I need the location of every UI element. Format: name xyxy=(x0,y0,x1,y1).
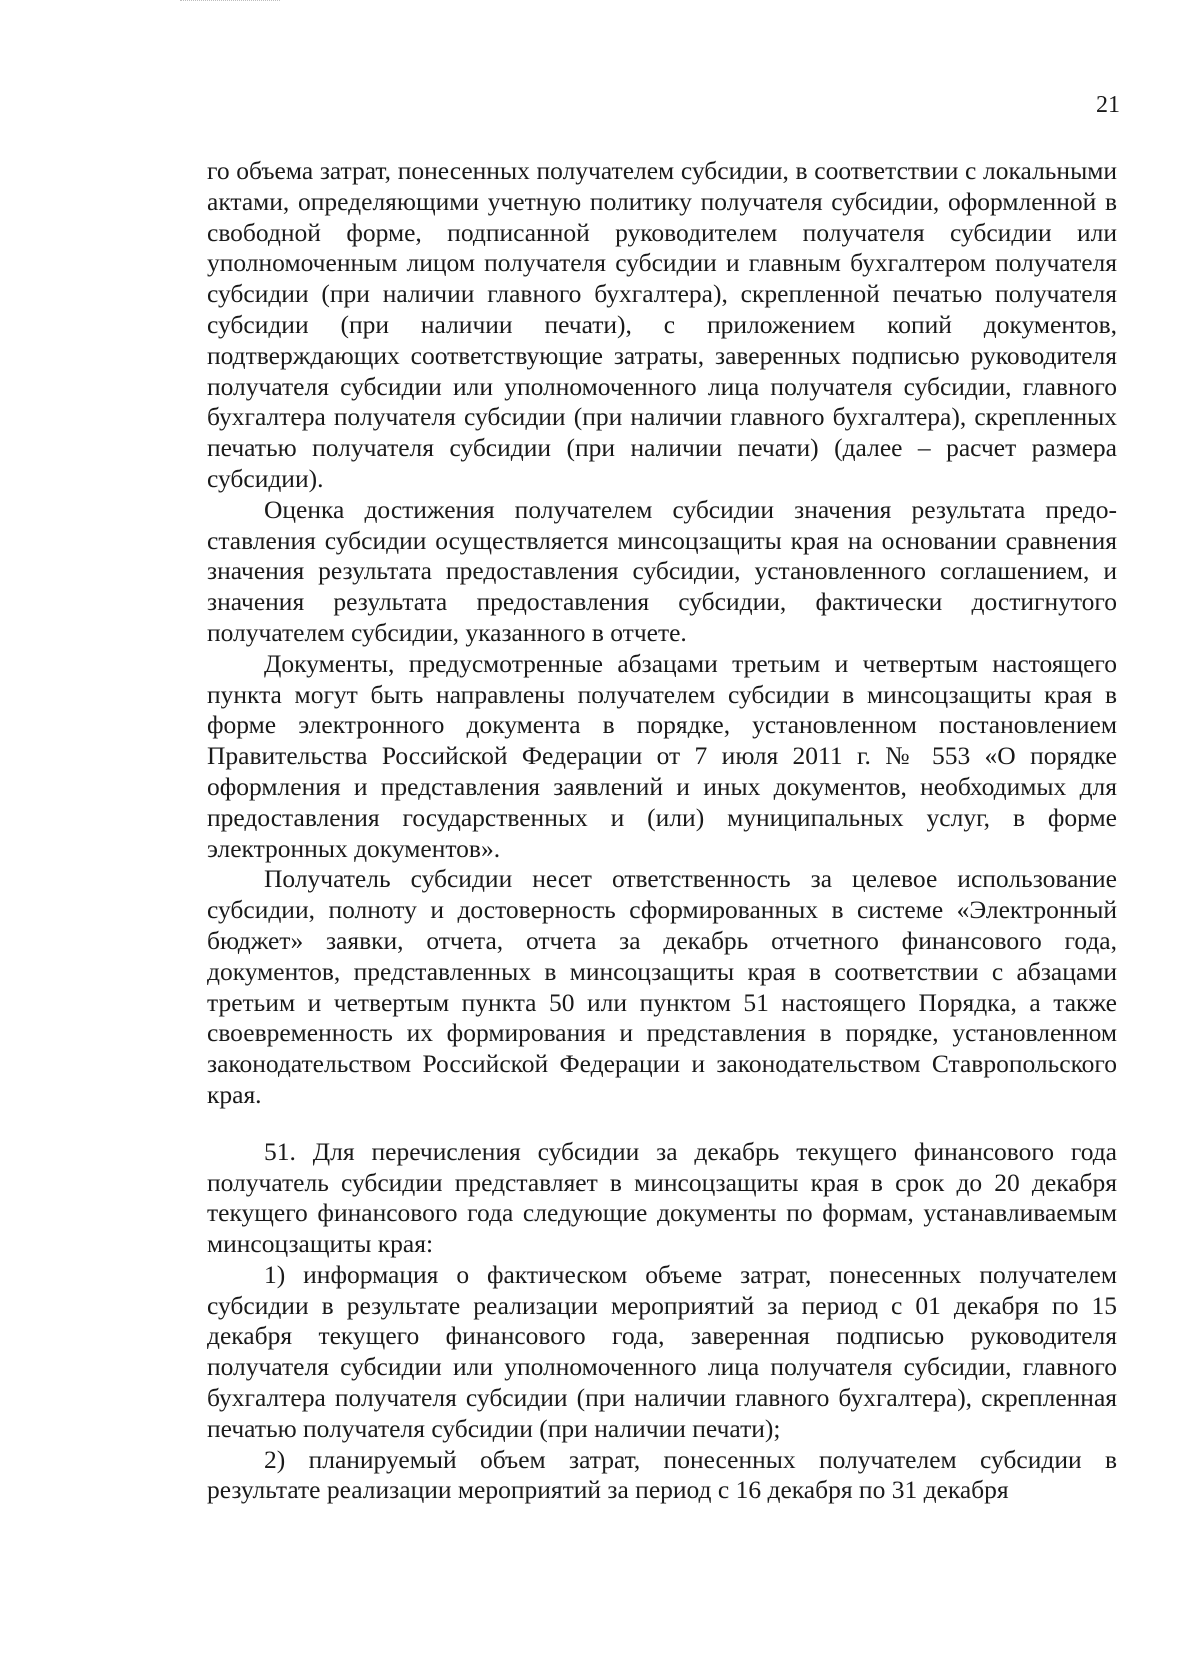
paragraph-clause-51: 51. Для перечисления субсидии за декабрь текущего финансового года получатель субсидии представляет в минсоцзащиты края в срок до 20 декабря текущего финансового года следующие документы по формам, устанавливаемым минсоцзащиты края: xyxy=(207,1136,1117,1259)
page-number: 21 xyxy=(1096,92,1120,118)
paragraph-electronic-documents: Документы, предусмотренные абзацами третьим и четвертым настоящего пункта могут быть направлены получателем субсидии в минсоцзащиты края в форме электронного документа в порядке, установленном постановлением Правительства Российской Федерации от 7 июля 2011 г. № 553 «О порядке оформления и представления заявлений и иных документов, необходимых для предоставления государственных и (или) муниципальных услуг, в форме электронных документов». xyxy=(207,648,1117,863)
paragraph-continuation: го объема затрат, понесенных получателем субсидии, в соответствии с локальными актами, определяющими учетную политику получателя субсидии, оформленной в свободной форме, подписанной руководителем получателя субсидии или уполномоченным лицом получателя субсидии и главным бухгалтером получателя субсидии (при наличии главного бухгалтера), скрепленной печатью получателя субсидии (при наличии печати), с приложением копий документов, подтверждающих соответствующие затраты, заверенных подписью руководителя получателя субсидии или уполномоченного лица получателя субсидии, главного бухгалтера получателя субсидии (при наличии главного бухгалтера), скрепленных печатью получателя субсидии (при наличии печати) (далее – расчет размера субсидии). xyxy=(207,156,1117,493)
paragraph-result-evaluation: Оценка достижения получателем субсидии значения результата предоставления субсидии осуществляется минсоцзащиты края на основании сравнения значения результата предоставления субсидии, установленного соглашением, и значения результата предоставления субсидии, фактически достигнутого получателем субсидии, указанного в отчете. xyxy=(207,494,1117,647)
list-item-2: 2) планируемый объем затрат, понесенных получателем субсидии в результате реализации мероприятий за период с 16 декабря по 31 декабря xyxy=(207,1444,1117,1505)
document-body xyxy=(207,156,1117,1506)
list-item-1: 1) информация о фактическом объеме затрат, понесенных получателем субсидии в результате реализации мероприятий за период с 01 декабря по 15 декабря текущего финансового года, заверенная подписью руководителя получателя субсидии или уполномоченного лица получателя субсидии, главного бухгалтера получателя субсидии (при наличии главного бухгалтера), скрепленная печатью получателя субсидии (при наличии печати); xyxy=(207,1259,1117,1443)
scan-artifact xyxy=(180,0,280,5)
paragraph-responsibility: Получатель субсидии несет ответственность за целевое использование субсидии, полноту и достоверность сформированных в системе «Электронный бюджет» заявки, отчета, отчета за декабрь отчетного финансового года, документов, представленных в минсоцзащиты края в соответствии с абзацами третьим и четвертым пункта 50 или пунктом 51 настоящего Порядка, а также своевременность их формирования и представления в порядке, установленном законодательством Российской Федерации и законодательством Ставропольского края. xyxy=(207,864,1117,1109)
